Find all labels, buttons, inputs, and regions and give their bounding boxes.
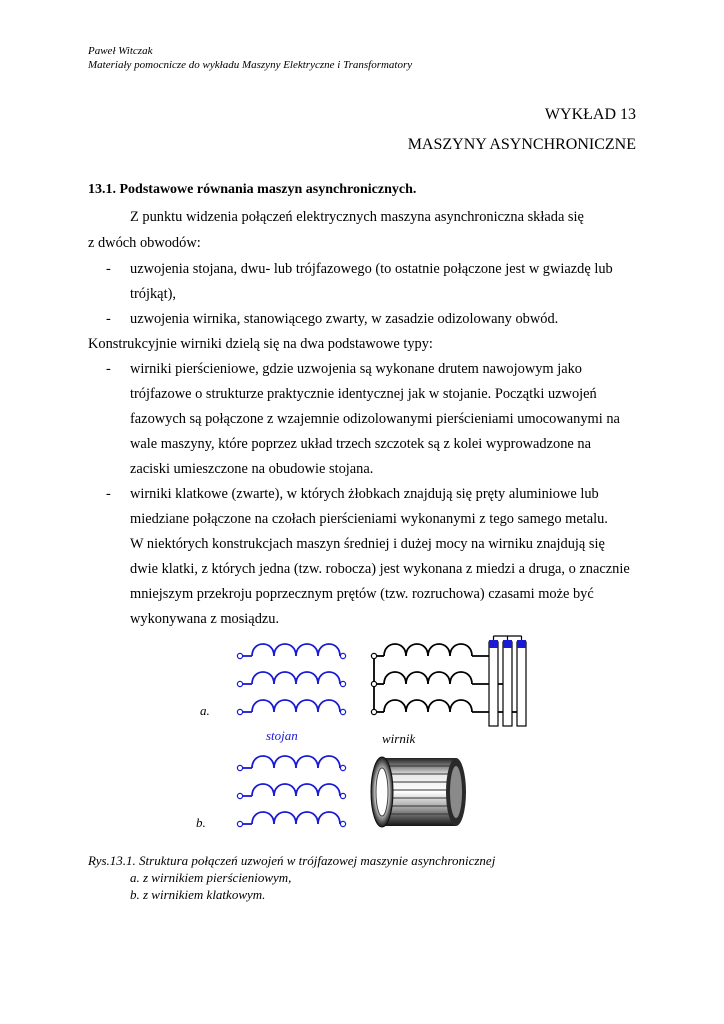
list-item-cont: zaciski umieszczone na obudowie stojana. [130, 461, 374, 477]
list-item-cont: miedziane połączone na czołach pierścieniami wykonanymi z tego samego metalu. [130, 511, 608, 527]
stator-coil [242, 672, 340, 684]
stator-coil [242, 756, 340, 768]
list-item: uzwojenia wirnika, stanowiącego zwarty, w zasadzie odizolowany obwód. [130, 311, 559, 327]
section-title: 13.1. Podstawowe równania maszyn asynchronicznych. [88, 182, 417, 197]
figure-caption-a: a. z wirnikiem pierścieniowym, [130, 870, 292, 885]
figure-label-b: b. [196, 815, 206, 830]
list-item-cont: mniejszym przekroju poprzecznym prętów (tzw. rozruchowa) czasami może być [130, 586, 594, 602]
list-item-cont: W niektórych konstrukcjach maszyn średniej i dużej mocy na wirniku znajdują się [130, 536, 605, 552]
body-line: Konstrukcyjnie wirniki dzielą się na dwa podstawowe typy: [88, 336, 433, 352]
label-wirnik: wirnik [382, 731, 416, 746]
stator-windings-b [236, 750, 348, 834]
list-dash: - [106, 486, 111, 502]
body-line: z dwóch obwodów: [88, 235, 201, 251]
header-author: Paweł Witczak [88, 45, 153, 57]
list-item: wirniki pierścieniowe, gdzie uzwojenia są wykonane drutem nawojowym jako [130, 361, 582, 377]
header-subtitle: Materiały pomocnicze do wykładu Maszyny Elektryczne i Transformatory [88, 59, 413, 71]
stator-coil [242, 812, 340, 824]
figure-label-a: a. [200, 703, 210, 718]
lecture-title: MASZYNY ASYNCHRONICZNE [407, 136, 636, 153]
list-item: uzwojenia stojana, dwu- lub trójfazowego (to ostatnie połączone jest w gwiazdę lub [130, 261, 613, 277]
list-item-cont: trójfazowe o strukturze praktycznie identycznej jak w stojanie. Początki uzwojeń [130, 386, 597, 402]
figure-caption: Rys.13.1. Struktura połączeń uzwojeń w trójfazowej maszynie asynchronicznej [88, 853, 496, 868]
list-item-cont: wale maszyny, które poprzez układ trzech szczotek są z kolei wyprowadzone na [130, 436, 591, 452]
list-dash: - [106, 311, 111, 327]
stator-windings-a [236, 638, 348, 722]
rotor-windings-slip-rings [370, 632, 530, 728]
stator-coil [242, 700, 340, 712]
figure-caption-b: b. z wirnikiem klatkowym. [130, 887, 266, 902]
rotor-coil [374, 644, 492, 656]
list-dash: - [106, 361, 111, 377]
lecture-number: WYKŁAD 13 [544, 106, 636, 123]
list-dash: - [106, 261, 111, 277]
list-item-cont: fazowych są połączone z wzajemnie odizolowanymi pierścieniami umocowanymi na [130, 411, 620, 427]
label-stojan: stojan [266, 728, 298, 743]
body-line: Z punktu widzenia połączeń elektrycznych maszyna asynchroniczna składa się [130, 209, 584, 225]
rotor-coil [374, 672, 506, 684]
list-item-cont: trójkąt), [130, 286, 176, 302]
slip-rings [489, 636, 526, 726]
list-item: wirniki klatkowe (zwarte), w których żłobkach znajdują się pręty aluminiowe lub [130, 486, 599, 502]
stator-coil [242, 784, 340, 796]
list-item-cont: wykonywana z mosiądzu. [130, 611, 280, 627]
squirrel-cage-rotor [368, 752, 468, 832]
brushes [489, 640, 526, 648]
stator-coil [242, 644, 340, 656]
list-item-cont: dwie klatki, z których jedna (tzw. robocza) jest wykonana z miedzi a druga, o znacznie [130, 561, 630, 577]
